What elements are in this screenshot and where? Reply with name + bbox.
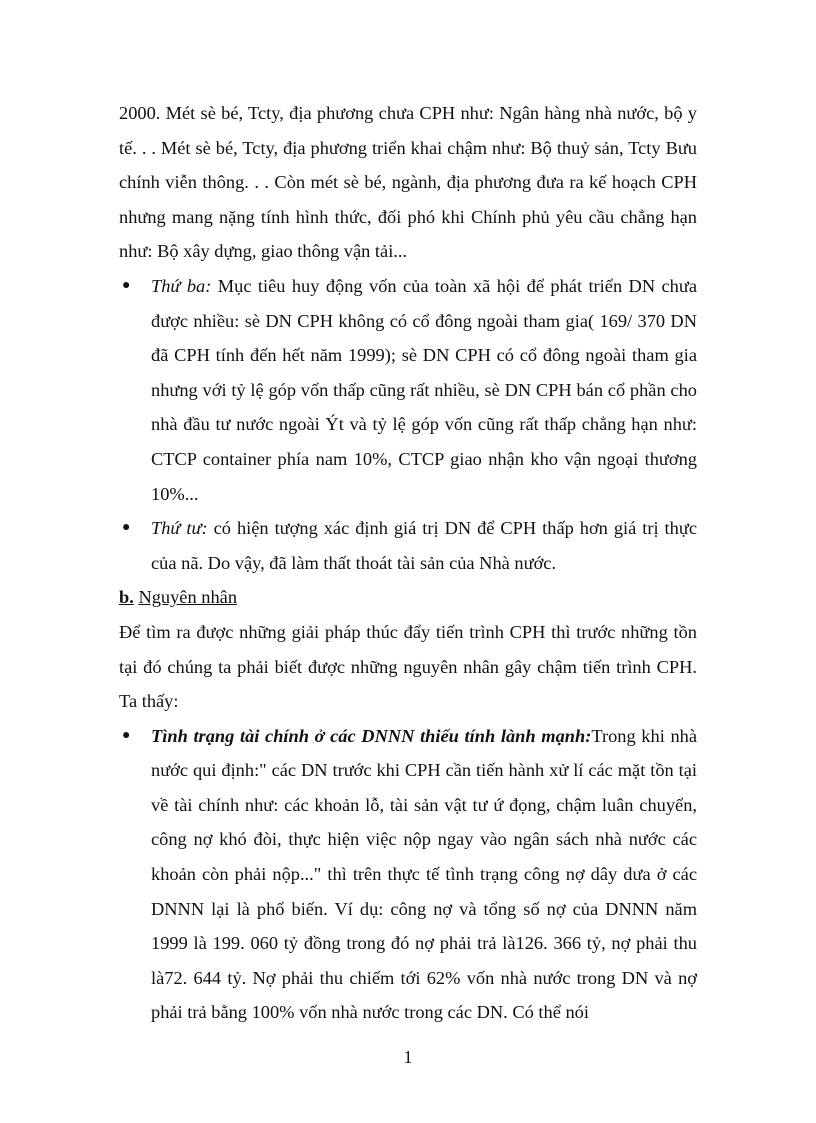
bullet-lead: Thứ ba: (151, 275, 212, 296)
bullet-list-bottom (119, 719, 697, 1030)
bullet-icon: ● (122, 520, 131, 536)
bullet-lead: Tình trạng tài chính ở các DNNN thiếu tính lành mạnh: (151, 725, 592, 746)
bullet-item-thu-tu (119, 511, 697, 580)
intro-paragraph: 2000. Mét sè bé, Tcty, địa phương chưa CPH như: Ngân hàng nhà nước, bộ y tế. . . Mét sè bé, Tcty, địa phương triển khai chậm như: Bộ thuỷ sản, Tcty Bưu chính viễn thông. . . Còn mét sè bé, ngành, địa phương đưa ra kế hoạch CPH nhưng mang nặng tính hình thức, đối phó khi Chính phủ yêu cầu chẳng hạn như: Bộ xây dựng, giao thông vận tải... (119, 103, 697, 262)
bullet-lead: Thứ tư: (151, 518, 208, 539)
bullet-item-thu-ba (119, 269, 697, 511)
bullet-text: Trong khi nhà nước qui định:" các DN trước khi CPH cần tiến hành xử lí các mặt tồn tại về tài chính như: các khoản lỗ, tài sản vật tư ứ đọng, chậm luân chuyển, công nợ khó đòi, thực hiện việc nộp ngay vào ngân sách nhà nước các khoản còn phải nộp..." thì trên thực tế tình trạng công nợ dây dưa ở các DNNN lại là phổ biến. Ví dụ: công nợ và tổng số nợ của DNNN năm 1999 là 199. 060 tỷ đồng trong đó nợ phải trả là126. 366 tỷ, nợ phải thu là72. 644 tỷ. Nợ phải thu chiếm tới 62% vốn nhà nước trong DN và nợ phải trả bằng 100% vốn nhà nước trong các DN. Có thể nói (151, 725, 697, 1023)
section-heading (119, 580, 697, 615)
bullet-text: có hiện tượng xác định giá trị DN để CPH thấp hơn giá trị thực của nã. Do vậy, đã làm thất thoát tài sản của Nhà nước. (151, 518, 697, 573)
bullet-text: Mục tiêu huy động vốn của toàn xã hội để phát triển DN chưa được nhiều: sè DN CPH không có cổ đông ngoài tham gia( 169/ 370 DN đã CPH tính đến hết năm 1999); sè DN CPH có cổ đông ngoài tham gia nhưng với tỷ lệ góp vốn thấp cũng rất nhiều, sè DN CPH bán cổ phần cho nhà đầu tư nước ngoài Ýt và tỷ lệ góp vốn cũng rất thấp chẳng hạn như: CTCP container phía nam 10%, CTCP giao nhận kho vận ngoại thương 10%... (151, 275, 697, 504)
section-heading-number: b. (119, 587, 134, 608)
bullet-icon: ● (122, 727, 131, 743)
page-number: 1 (403, 1047, 413, 1067)
cause-paragraph: Để tìm ra được những giải pháp thúc đẩy tiến trình CPH thì trước những tồn tại đó chúng ta phải biết được những nguyên nhân gây chậm tiến trình CPH. Ta thấy: (119, 621, 697, 712)
bullet-list-top (119, 269, 697, 580)
document-page (119, 96, 697, 1030)
bullet-icon: ● (122, 277, 131, 293)
bullet-item-tai-chinh (119, 719, 697, 1030)
section-heading-title: Nguyên nhân (138, 587, 238, 608)
